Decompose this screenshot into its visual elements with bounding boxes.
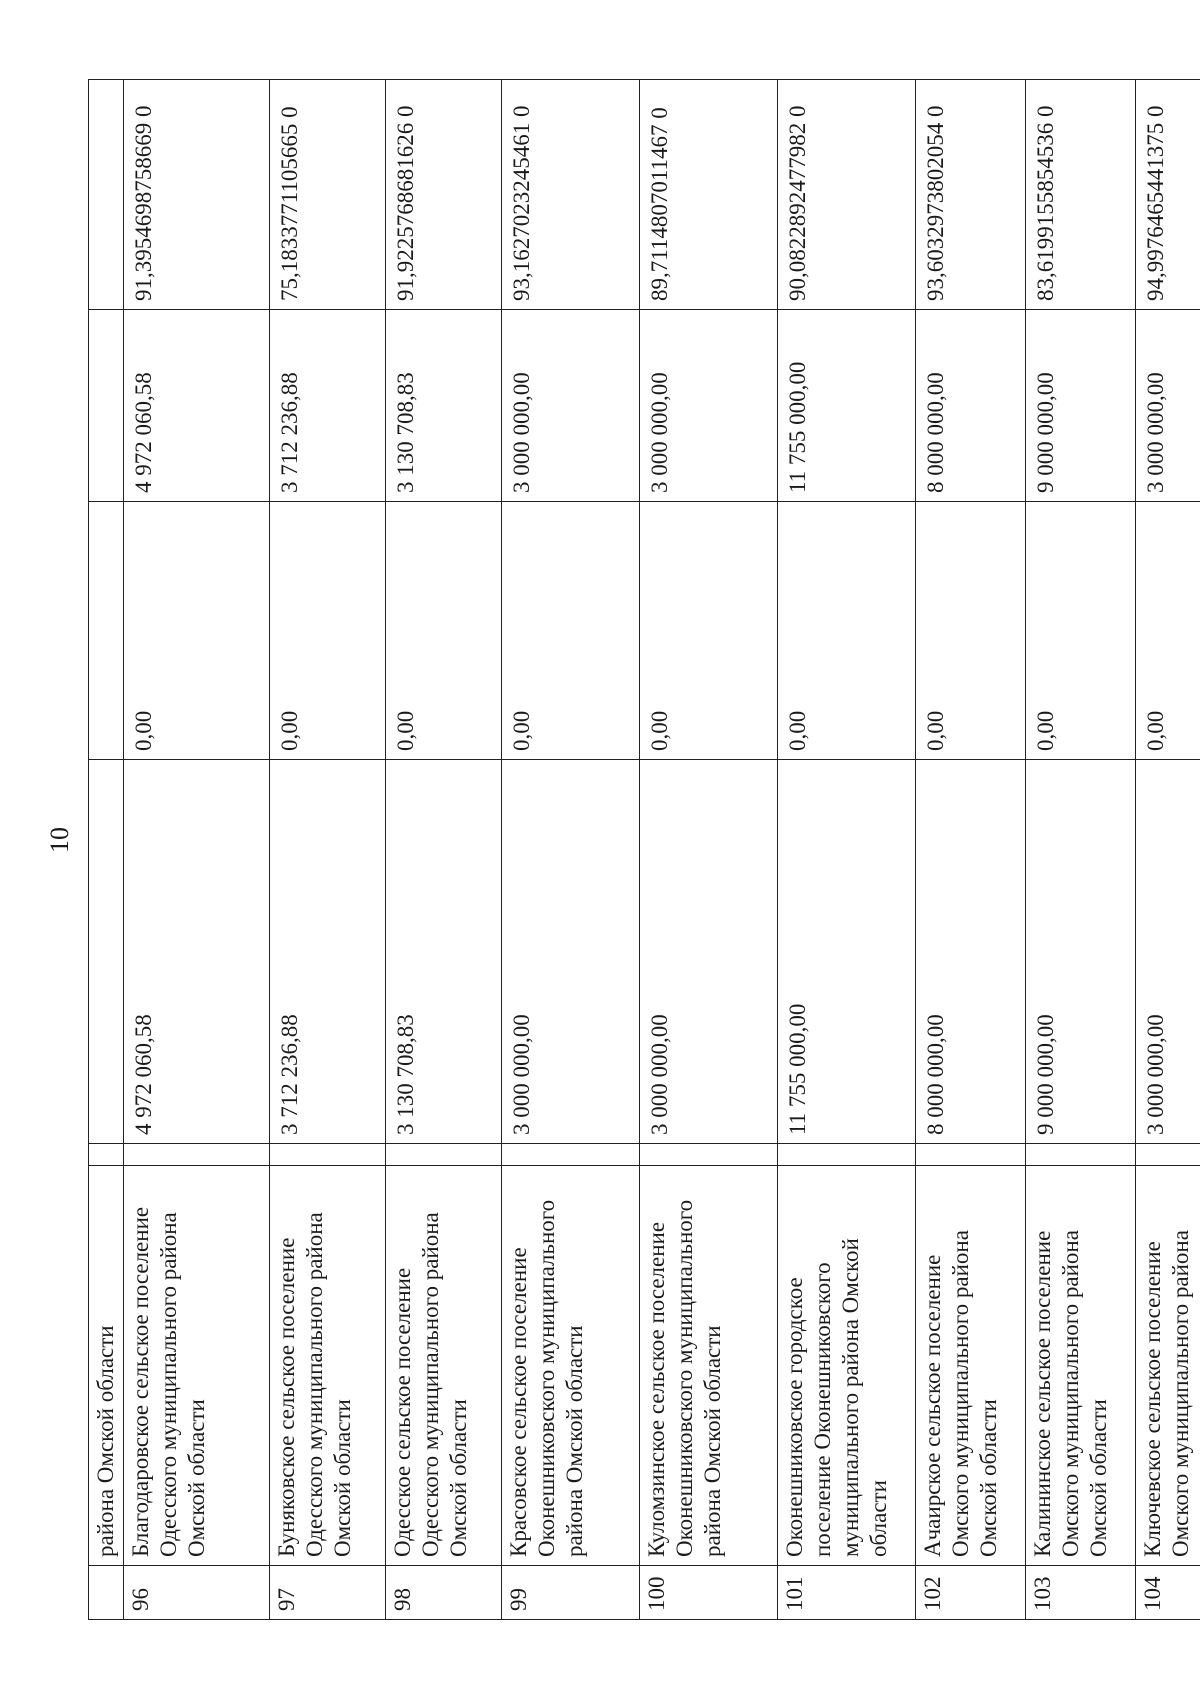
settlement-name-cell: Ключевское сельское поселение Омского муниципального района xyxy=(1136,1166,1200,1566)
amount-a-cell: 9 000 000,00 xyxy=(1026,760,1136,1144)
page-number: 10 xyxy=(45,827,74,853)
amount-a-cell: 11 755 000,00 xyxy=(778,760,916,1144)
amount-c-cell: 4 972 060,58 xyxy=(124,310,270,502)
blank-cell xyxy=(386,1144,502,1166)
settlement-name-cell: Оконешниковское городское поселение Оконешниковского муниципального района Омской области xyxy=(778,1166,916,1566)
settlement-name-cell: Одесское сельское поселение Одесского муниципального района Омской области xyxy=(386,1166,502,1566)
row-number-cell: 99 xyxy=(502,1566,640,1620)
amount-c-cell: 3 000 000,00 xyxy=(640,310,778,502)
row-number-cell: 97 xyxy=(270,1566,386,1620)
amount-cell xyxy=(89,310,124,502)
row-number-cell: 101 xyxy=(778,1566,916,1620)
table-row xyxy=(386,80,502,1620)
rotated-table-container xyxy=(88,80,1200,1620)
amount-cell xyxy=(89,760,124,1144)
blank-cell xyxy=(640,1144,778,1166)
percent-cell xyxy=(89,80,124,310)
table-row xyxy=(640,80,778,1620)
amount-b-cell: 0,00 xyxy=(270,502,386,760)
table-row xyxy=(502,80,640,1620)
blank-cell xyxy=(1136,1144,1200,1166)
settlement-name-cell: Буняковское сельское поселение Одесского муниципального района Омской области xyxy=(270,1166,386,1566)
table-rotation-wrapper xyxy=(88,80,1200,1620)
percent-cell: 89,7114807011467 0 xyxy=(640,80,778,310)
amount-b-cell: 0,00 xyxy=(1136,502,1200,760)
amount-b-cell: 0,00 xyxy=(1026,502,1136,760)
row-number-cell: 100 xyxy=(640,1566,778,1620)
amount-a-cell: 3 000 000,00 xyxy=(502,760,640,1144)
settlement-name-cell: района Омской области xyxy=(89,1166,124,1566)
percent-cell: 91,3954698758669 0 xyxy=(124,80,270,310)
amount-cell xyxy=(89,502,124,760)
amount-c-cell: 3 712 236,88 xyxy=(270,310,386,502)
amount-b-cell: 0,00 xyxy=(386,502,502,760)
blank-cell xyxy=(270,1144,386,1166)
settlement-name-cell: Красовское сельское поселение Оконешниковского муниципального района Омской области xyxy=(502,1166,640,1566)
amount-c-cell: 11 755 000,00 xyxy=(778,310,916,502)
amount-c-cell: 9 000 000,00 xyxy=(1026,310,1136,502)
row-number-cell: 98 xyxy=(386,1566,502,1620)
row-number-cell xyxy=(89,1566,124,1620)
amount-c-cell: 8 000 000,00 xyxy=(916,310,1026,502)
amount-b-cell: 0,00 xyxy=(916,502,1026,760)
percent-cell: 91,9225768681626 0 xyxy=(386,80,502,310)
amount-b-cell: 0,00 xyxy=(124,502,270,760)
table-row xyxy=(1026,80,1136,1620)
row-number-cell: 102 xyxy=(916,1566,1026,1620)
amount-c-cell: 3 000 000,00 xyxy=(1136,310,1200,502)
amount-a-cell: 3 000 000,00 xyxy=(640,760,778,1144)
percent-cell: 90,0822892477982 0 xyxy=(778,80,916,310)
row-number-cell: 103 xyxy=(1026,1566,1136,1620)
settlement-name-cell: Благодаровское сельское поселение Одесского муниципального района Омской области xyxy=(124,1166,270,1566)
table-row xyxy=(778,80,916,1620)
settlement-name-cell: Калининское сельское поселение Омского муниципального района Омской области xyxy=(1026,1166,1136,1566)
amount-b-cell: 0,00 xyxy=(778,502,916,760)
settlement-name-cell: Ачаирское сельское поселение Омского муниципального района Омской области xyxy=(916,1166,1026,1566)
percent-cell: 75,1833771105665 0 xyxy=(270,80,386,310)
row-number-cell: 96 xyxy=(124,1566,270,1620)
percent-cell: 93,6032973802054 0 xyxy=(916,80,1026,310)
table-row xyxy=(916,80,1026,1620)
table-row xyxy=(124,80,270,1620)
percent-cell: 83,6199155854536 0 xyxy=(1026,80,1136,310)
settlement-name-cell: Куломзинское сельское поселение Оконешниковского муниципального района Омской области xyxy=(640,1166,778,1566)
percent-cell: 93,1627023245461 0 xyxy=(502,80,640,310)
table-row xyxy=(89,80,124,1620)
blank-cell xyxy=(1026,1144,1136,1166)
blank-cell xyxy=(89,1144,124,1166)
table-row xyxy=(1136,80,1200,1620)
amount-c-cell: 3 000 000,00 xyxy=(502,310,640,502)
amount-a-cell: 4 972 060,58 xyxy=(124,760,270,1144)
blank-cell xyxy=(502,1144,640,1166)
amount-b-cell: 0,00 xyxy=(640,502,778,760)
blank-cell xyxy=(916,1144,1026,1166)
allocation-table xyxy=(88,79,1200,1620)
table-row xyxy=(270,80,386,1620)
amount-a-cell: 3 130 708,83 xyxy=(386,760,502,1144)
amount-a-cell: 8 000 000,00 xyxy=(916,760,1026,1144)
amount-a-cell: 3 712 236,88 xyxy=(270,760,386,1144)
blank-cell xyxy=(778,1144,916,1166)
row-number-cell: 104 xyxy=(1136,1566,1200,1620)
amount-b-cell: 0,00 xyxy=(502,502,640,760)
amount-c-cell: 3 130 708,83 xyxy=(386,310,502,502)
blank-cell xyxy=(124,1144,270,1166)
amount-a-cell: 3 000 000,00 xyxy=(1136,760,1200,1144)
percent-cell: 94,9976465441375 0 xyxy=(1136,80,1200,310)
